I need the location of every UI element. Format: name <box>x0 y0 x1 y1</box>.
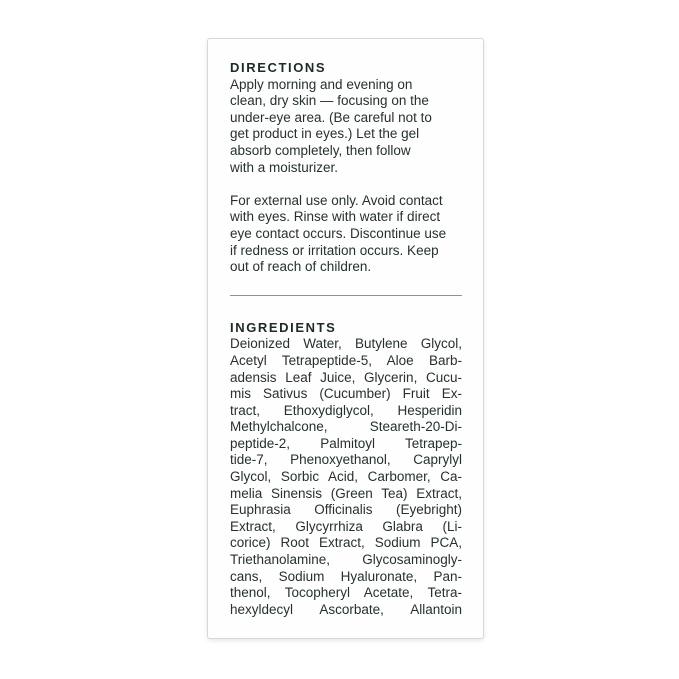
text-line: if redness or irritation occurs. Keep <box>230 242 439 258</box>
text-line: mis Sativus (Cucumber) Fruit Ex- <box>230 386 462 402</box>
label-panel <box>207 38 484 639</box>
section-divider <box>230 295 462 296</box>
text-line: hexyldecyl Ascorbate, Allantoin <box>230 601 462 617</box>
text-line: Euphrasia Officinalis (Eyebright) <box>230 502 462 518</box>
text-line: get product in eyes.) Let the gel <box>230 126 420 142</box>
text-line: thenol, Tocopheryl Acetate, Tetra- <box>230 585 462 601</box>
directions-paragraph-2 <box>230 193 462 276</box>
text-line: eye contact occurs. Discontinue use <box>230 225 447 241</box>
directions-heading: DIRECTIONS <box>230 60 327 75</box>
text-line: peptide-2, Palmitoyl Tetrapep- <box>230 435 462 451</box>
text-line: with a moisturizer. <box>230 159 339 175</box>
text-line: absorb completely, then follow <box>230 142 411 158</box>
text-line: melia Sinensis (Green Tea) Extract, <box>230 485 462 501</box>
ingredients-heading: INGREDIENTS <box>230 319 337 335</box>
text-line: clean, dry skin — focusing on the <box>230 93 429 109</box>
text-line: Extract, Glycyrrhiza Glabra (Li- <box>230 518 462 534</box>
text-line: Acetyl Tetrapeptide-5, Aloe Barb- <box>230 352 462 368</box>
text-line: tide-7, Phenoxyethanol, Caprylyl <box>230 452 462 468</box>
text-line: For external use only. Avoid contact <box>230 192 443 208</box>
text-line: adensis Leaf Juice, Glycerin, Cucu- <box>230 369 462 385</box>
text-line: cans, Sodium Hyaluronate, Pan- <box>230 568 462 584</box>
text-line: with eyes. Rinse with water if direct <box>230 209 441 225</box>
text-line: under-eye area. (Be careful not to <box>230 109 432 125</box>
text-line: tract, Ethoxydiglycol, Hesperidin <box>230 402 462 418</box>
directions-paragraph-1 <box>230 77 462 177</box>
text-line: Triethanolamine, Glycosaminogly- <box>230 552 462 568</box>
text-line: Glycol, Sorbic Acid, Carbomer, Ca- <box>230 469 462 485</box>
text-line: Deionized Water, Butylene Glycol, <box>230 336 462 352</box>
text-line: corice) Root Extract, Sodium PCA, <box>230 535 462 551</box>
ingredients-paragraph <box>230 336 462 618</box>
text-line: out of reach of children. <box>230 259 372 275</box>
text-line: Methylchalcone, Steareth-20-Di- <box>230 419 462 435</box>
text-line: Apply morning and evening on <box>230 76 413 92</box>
